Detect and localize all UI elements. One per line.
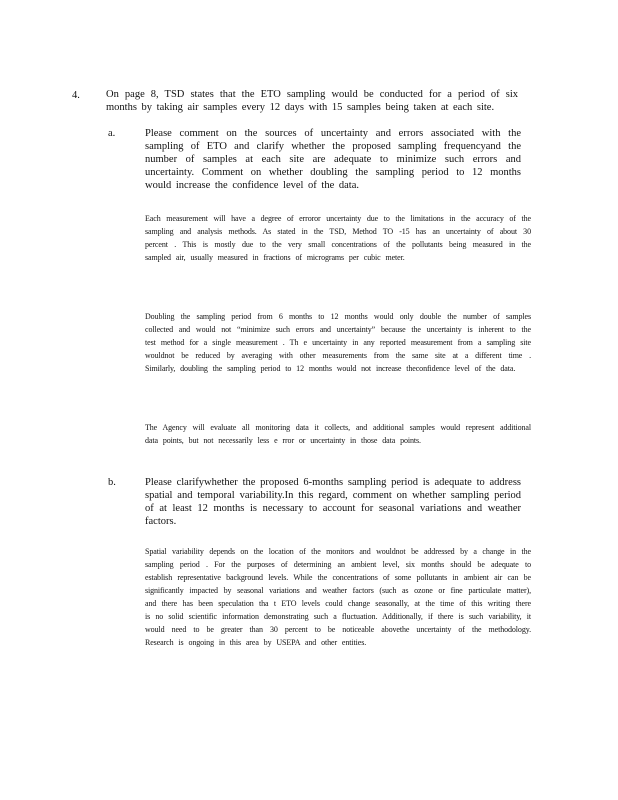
question-text: On page 8, TSD states that the ETO sampling would be conducted for a period of six months by taking air samples every 12 days with 15 samples being taken at each site. [106, 89, 518, 113]
part-b-response-1 [145, 545, 531, 649]
part-b-label: b. [108, 477, 116, 488]
response-paragraph: Each measurement will have a degree of erroror uncertainty due to the limitations in the accuracy of the sampling and analysis methods. As stated in the TSD, Method TO -15 has an uncertainty of about 30 percent . This is mostly due to the very small concentrations of the pollutants being measured in the sampled air, usually measured in fractions of micrograms per cubic meter. [145, 214, 531, 262]
response-paragraph: Spatial variability depends on the location of the monitors and wouldnot be addressed by a change in the sampling period . For the purposes of determining an ambient level, six months should be adequate to establish representative background levels. While the concentrations of some pollutants in ambient air can be significantly impacted by seasonal variations and weather factors (such as ozone or fine particulate matter), and there has been speculation tha t ETO levels could change seasonally, at the time of this writing there is no solid scientific information demonstrating such a fluctuation. Additionally, if there is such variability, it would need to be greater than 30 percent to be noticeable abovethe uncertainty of the methodology. Research is ongoing in this area by USEPA and other entities. [145, 547, 531, 647]
part-a-question: Please comment on the sources of uncertainty and errors associated with the sampling of ETO and clarify whether the proposed sampling frequencyand the number of samples at each site are adequate to minimize such errors and uncertainty. Comment on whether doubling the sampling period to 12 months would increase the confidence level of the data. [145, 128, 521, 191]
part-a-response-2 [145, 310, 531, 375]
part-b-question: Please clarifywhether the proposed 6-months sampling period is adequate to address spatial and temporal variability.In this regard, comment on whether sampling period of at least 12 months is necessary to account for seasonal variations and weather factors. [145, 477, 521, 527]
response-paragraph: The Agency will evaluate all monitoring data it collects, and additional samples would represent additional data points, but not necessarily less e rror or uncertainty in those data points. [145, 423, 531, 445]
response-paragraph: Doubling the sampling period from 6 months to 12 months would only double the number of samples collected and would not “minimize such errors and uncertainty” because the uncertainty is inherent to the test method for a single measurement . Th e uncertainty in any reported measurement from a sampling site wouldnot be reduced by averaging with other measurements from the same site at a different time . Similarly, doubling the sampling period to 12 months would not increase theconfidence level of the data. [145, 312, 531, 373]
part-a-label: a. [108, 128, 116, 139]
part-a-response-1 [145, 212, 531, 264]
part-a-response-3 [145, 421, 531, 447]
question-number: 4. [72, 90, 80, 101]
